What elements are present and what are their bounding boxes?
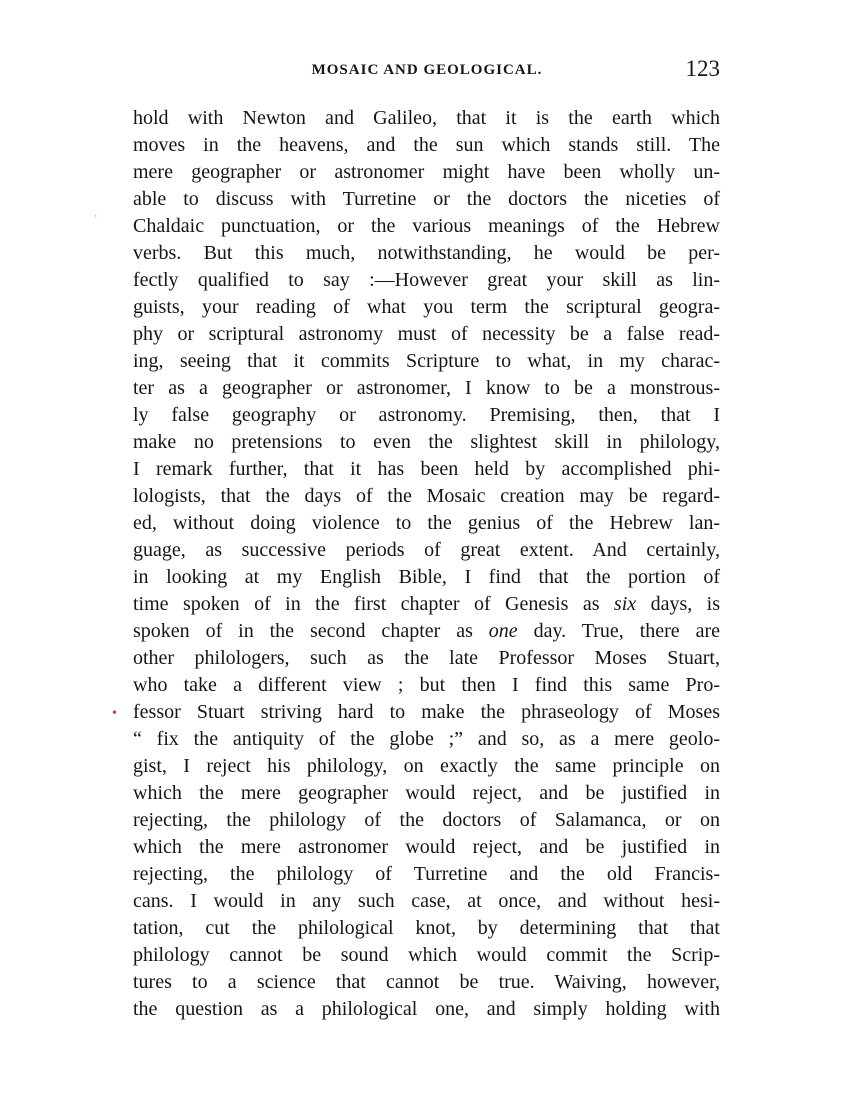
text-segment: tation, cut the philological knot, by determining that that bbox=[133, 917, 720, 939]
text-segment: days, is bbox=[636, 593, 721, 615]
text-line bbox=[133, 456, 720, 483]
running-head bbox=[134, 56, 720, 86]
text-segment: ly false geography or astronomy. Premising, then, that I bbox=[133, 404, 720, 426]
text-segment: make no pretensions to even the slightest skill in philology, bbox=[133, 431, 720, 453]
text-line bbox=[133, 348, 720, 375]
text-line bbox=[133, 132, 720, 159]
text-line bbox=[133, 726, 720, 753]
text-segment: fectly qualified to say :—However great your skill as lin- bbox=[133, 269, 720, 291]
text-segment: in looking at my English Bible, I find that the portion of bbox=[133, 566, 720, 588]
text-line bbox=[133, 240, 720, 267]
text-line bbox=[133, 807, 720, 834]
text-segment: other philologers, such as the late Professor Moses Stuart, bbox=[133, 647, 720, 669]
text-segment: day. True, there are bbox=[517, 620, 720, 642]
text-segment: hold with Newton and Galileo, that it is the earth which bbox=[133, 107, 720, 129]
text-segment: verbs. But this much, notwithstanding, he would be per- bbox=[133, 242, 720, 264]
text-segment: lologists, that the days of the Mosaic creation may be regard- bbox=[133, 485, 720, 507]
text-line bbox=[133, 942, 720, 969]
text-segment: able to discuss with Turretine or the doctors the niceties of bbox=[133, 188, 720, 210]
text-line bbox=[133, 618, 720, 645]
text-segment: guage, as successive periods of great extent. And certainly, bbox=[133, 539, 720, 561]
text-segment: which the mere astronomer would reject, and be justified in bbox=[133, 836, 720, 858]
text-line bbox=[133, 591, 720, 618]
text-segment: time spoken of in the first chapter of Genesis as bbox=[133, 593, 614, 615]
italic-word: six bbox=[613, 593, 637, 615]
text-line bbox=[133, 267, 720, 294]
text-line bbox=[133, 375, 720, 402]
text-line bbox=[133, 645, 720, 672]
text-line bbox=[133, 294, 720, 321]
text-line bbox=[133, 969, 720, 996]
text-line bbox=[133, 672, 720, 699]
text-segment: philology cannot be sound which would commit the Scrip- bbox=[133, 944, 720, 966]
text-line bbox=[133, 159, 720, 186]
text-line bbox=[133, 699, 720, 726]
text-segment: who take a different view ; but then I find this same Pro- bbox=[133, 674, 720, 696]
text-line bbox=[133, 429, 720, 456]
text-line bbox=[133, 510, 720, 537]
body-text bbox=[133, 105, 720, 1023]
text-segment: fessor Stuart striving hard to make the phraseology of Moses bbox=[133, 701, 720, 723]
text-line bbox=[133, 780, 720, 807]
text-segment: mere geographer or astronomer might have been wholly un- bbox=[133, 161, 720, 183]
text-segment: guists, your reading of what you term the scriptural geogra- bbox=[133, 296, 720, 318]
text-segment: gist, I reject his philology, on exactly the same principle on bbox=[133, 755, 720, 777]
text-segment: rejecting, the philology of the doctors of Salamanca, or on bbox=[133, 809, 720, 831]
text-line bbox=[133, 564, 720, 591]
italic-word: one bbox=[488, 620, 518, 642]
text-line bbox=[133, 915, 720, 942]
text-segment: cans. I would in any such case, at once, and without hesi- bbox=[133, 890, 720, 912]
text-line bbox=[133, 213, 720, 240]
text-line bbox=[133, 483, 720, 510]
text-line bbox=[133, 996, 720, 1023]
text-line bbox=[133, 321, 720, 348]
text-segment: the question as a philological one, and simply holding with bbox=[133, 998, 720, 1020]
text-segment: rejecting, the philology of Turretine and the old Francis- bbox=[133, 863, 720, 885]
text-segment: moves in the heavens, and the sun which stands still. The bbox=[133, 134, 720, 156]
text-segment: I remark further, that it has been held by accomplished phi- bbox=[133, 458, 720, 480]
text-segment: ing, seeing that it commits Scripture to what, in my charac- bbox=[133, 350, 720, 372]
text-line bbox=[133, 105, 720, 132]
text-line bbox=[133, 753, 720, 780]
text-segment: Chaldaic punctuation, or the various meanings of the Hebrew bbox=[133, 215, 720, 237]
text-segment: ter as a geographer or astronomer, I know to be a monstrous- bbox=[133, 377, 720, 399]
text-line bbox=[133, 888, 720, 915]
text-line bbox=[133, 186, 720, 213]
text-segment: spoken of in the second chapter as bbox=[133, 620, 489, 642]
text-line bbox=[133, 402, 720, 429]
margin-mark: • bbox=[112, 706, 117, 721]
text-line bbox=[133, 834, 720, 861]
text-segment: “ fix the antiquity of the globe ;” and so, as a mere geolo- bbox=[133, 728, 720, 750]
running-title: MOSAIC AND GEOLOGICAL. bbox=[311, 62, 543, 78]
text-line bbox=[133, 861, 720, 888]
text-segment: which the mere geographer would reject, and be justified in bbox=[133, 782, 720, 804]
page-number: 123 bbox=[685, 56, 720, 81]
text-segment: ed, without doing violence to the genius of the Hebrew lan- bbox=[133, 512, 720, 534]
margin-speck: ’ bbox=[94, 214, 98, 225]
text-segment: phy or scriptural astronomy must of necessity be a false read- bbox=[133, 323, 720, 345]
text-segment: tures to a science that cannot be true. Waiving, however, bbox=[133, 971, 720, 993]
text-line bbox=[133, 537, 720, 564]
